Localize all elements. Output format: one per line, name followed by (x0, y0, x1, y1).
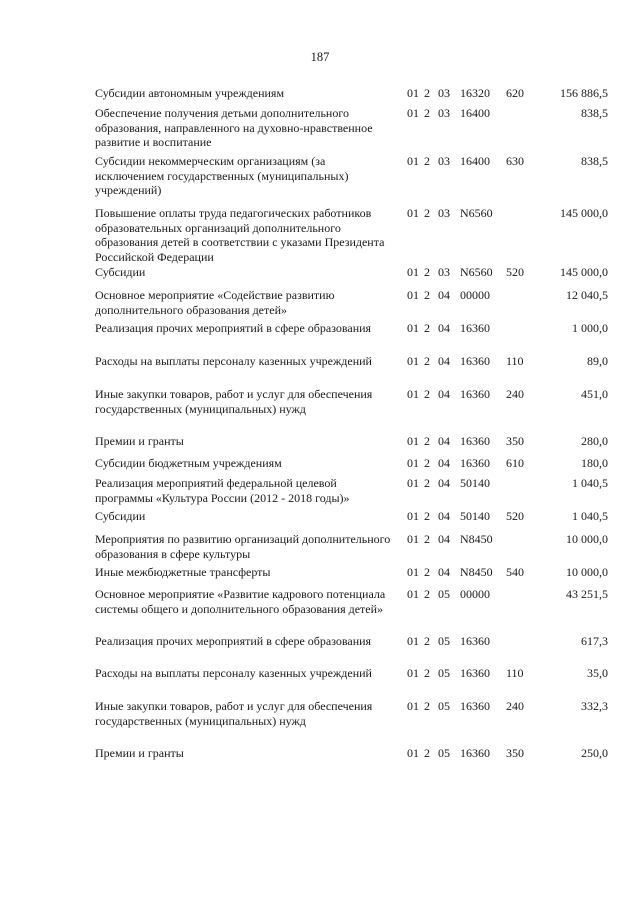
row-name: Повышение оплаты труда педагогических работников образовательных организаций дополнительного образования детей в соответствии с указами Президента Российской Федерации (95, 206, 385, 264)
table-row (0, 666, 640, 696)
code-part: N6560 (460, 265, 493, 279)
code-part: 04 (438, 456, 450, 470)
row-amount: 156 886,5 (560, 86, 608, 100)
table-row (0, 288, 640, 318)
code-part: N8450 (460, 532, 493, 546)
row-name: Субсидии (95, 509, 146, 523)
code-part: 04 (438, 434, 450, 448)
code-part: 01 (407, 354, 419, 368)
code-part: 16360 (460, 634, 490, 648)
code-part: 01 (407, 387, 419, 401)
row-expense-type: 520 (506, 509, 524, 523)
code-part: 01 (407, 532, 419, 546)
code-part: 2 (424, 265, 430, 279)
code-part: 01 (407, 666, 419, 680)
code-part: 01 (407, 634, 419, 648)
code-part: 2 (424, 321, 430, 335)
code-part: 01 (407, 206, 419, 220)
row-name: Иные закупки товаров, работ и услуг для обеспечения государственных (муниципальных) нужд (95, 699, 373, 728)
code-part: 04 (438, 532, 450, 546)
code-part: 2 (424, 532, 430, 546)
row-expense-type: 240 (506, 699, 524, 713)
table-row (0, 206, 640, 264)
row-amount: 180,0 (581, 456, 608, 470)
row-expense-type: 610 (506, 456, 524, 470)
row-amount: 451,0 (581, 387, 608, 401)
code-part: 01 (407, 86, 419, 100)
code-part: 16360 (460, 321, 490, 335)
table-row (0, 387, 640, 431)
code-part: 04 (438, 321, 450, 335)
table-row (0, 106, 640, 152)
code-part: 03 (438, 86, 450, 100)
row-name: Субсидии некоммерческим организациям (за исключением государственных (муниципальных) учреждений) (95, 154, 349, 198)
code-part: 05 (438, 634, 450, 648)
code-part: 16360 (460, 456, 490, 470)
table-row (0, 532, 640, 562)
page-number: 187 (310, 50, 330, 64)
row-amount: 838,5 (581, 154, 608, 168)
code-part: 03 (438, 106, 450, 120)
code-part: 04 (438, 565, 450, 579)
table-row (0, 354, 640, 384)
table-row (0, 265, 640, 281)
table-row (0, 634, 640, 664)
row-expense-type: 110 (506, 666, 524, 680)
code-part: 04 (438, 509, 450, 523)
code-part: 01 (407, 321, 419, 335)
code-part: 16320 (460, 86, 490, 100)
code-part: N6560 (460, 206, 493, 220)
table-row (0, 476, 640, 506)
row-amount: 35,0 (587, 666, 608, 680)
code-part: 05 (438, 666, 450, 680)
code-part: 03 (438, 206, 450, 220)
code-part: 16360 (460, 434, 490, 448)
code-part: 01 (407, 154, 419, 168)
row-expense-type: 630 (506, 154, 524, 168)
code-part: 04 (438, 354, 450, 368)
row-amount: 12 040,5 (566, 288, 608, 302)
code-part: 2 (424, 746, 430, 760)
code-part: 2 (424, 476, 430, 490)
table-row (0, 746, 640, 762)
row-amount: 332,3 (581, 699, 608, 713)
table-row (0, 321, 640, 351)
code-part: 01 (407, 434, 419, 448)
code-part: 01 (407, 699, 419, 713)
table-row (0, 456, 640, 472)
code-part: 01 (407, 265, 419, 279)
row-name: Мероприятия по развитию организаций дополнительного образования в сфере культуры (95, 532, 391, 561)
row-expense-type: 350 (506, 434, 524, 448)
code-part: 01 (407, 288, 419, 302)
table-row (0, 509, 640, 525)
table-row (0, 154, 640, 200)
code-part: 2 (424, 206, 430, 220)
code-part: 2 (424, 634, 430, 648)
code-part: 03 (438, 265, 450, 279)
row-name: Иные межбюджетные трансферты (95, 565, 271, 579)
row-amount: 89,0 (587, 354, 608, 368)
code-part: 01 (407, 746, 419, 760)
table-row (0, 565, 640, 581)
code-part: 01 (407, 509, 419, 523)
row-name: Реализация прочих мероприятий в сфере образования (95, 321, 372, 335)
table-row (0, 587, 640, 631)
row-amount: 43 251,5 (566, 587, 608, 601)
code-part: 16400 (460, 154, 490, 168)
row-name: Основное мероприятие «Содействие развитию дополнительного образования детей» (95, 288, 335, 317)
code-part: 04 (438, 476, 450, 490)
code-part: 2 (424, 509, 430, 523)
table-row (0, 86, 640, 102)
row-amount: 10 000,0 (566, 565, 608, 579)
row-name: Основное мероприятие «Развитие кадрового потенциала системы общего и дополнительного образования детей» (95, 587, 386, 616)
row-name: Субсидии (95, 265, 146, 279)
code-part: 50140 (460, 509, 490, 523)
code-part: 05 (438, 587, 450, 601)
code-part: 16400 (460, 106, 490, 120)
code-part: 2 (424, 154, 430, 168)
code-part: 2 (424, 565, 430, 579)
row-amount: 280,0 (581, 434, 608, 448)
row-amount: 145 000,0 (560, 265, 608, 279)
row-amount: 250,0 (581, 746, 608, 760)
code-part: 05 (438, 699, 450, 713)
row-name: Премии и гранты (95, 746, 184, 760)
code-part: 16360 (460, 666, 490, 680)
code-part: 03 (438, 154, 450, 168)
code-part: 50140 (460, 476, 490, 490)
row-amount: 838,5 (581, 106, 608, 120)
code-part: 04 (438, 288, 450, 302)
row-name: Премии и гранты (95, 434, 184, 448)
row-amount: 1 000,0 (572, 321, 608, 335)
row-amount: 1 040,5 (572, 476, 608, 490)
code-part: N8450 (460, 565, 493, 579)
row-amount: 617,3 (581, 634, 608, 648)
code-part: 2 (424, 288, 430, 302)
row-name: Обеспечение получения детьми дополнительного образования, направленного на духовно-нравственное развитие и воспитание (95, 106, 373, 150)
code-part: 01 (407, 565, 419, 579)
row-name: Иные закупки товаров, работ и услуг для обеспечения государственных (муниципальных) нужд (95, 387, 373, 416)
code-part: 16360 (460, 354, 490, 368)
code-part: 01 (407, 587, 419, 601)
row-expense-type: 520 (506, 265, 524, 279)
code-part: 16360 (460, 387, 490, 401)
code-part: 2 (424, 106, 430, 120)
code-part: 01 (407, 106, 419, 120)
row-amount: 145 000,0 (560, 206, 608, 220)
code-part: 2 (424, 456, 430, 470)
code-part: 01 (407, 476, 419, 490)
code-part: 16360 (460, 699, 490, 713)
code-part: 04 (438, 387, 450, 401)
row-name: Субсидии автономным учреждениям (95, 86, 285, 100)
code-part: 2 (424, 666, 430, 680)
code-part: 2 (424, 354, 430, 368)
code-part: 2 (424, 434, 430, 448)
row-expense-type: 620 (506, 86, 524, 100)
code-part: 2 (424, 587, 430, 601)
row-name: Расходы на выплаты персоналу казенных учреждений (95, 354, 372, 368)
row-name: Субсидии бюджетным учреждениям (95, 456, 282, 470)
row-expense-type: 540 (506, 565, 524, 579)
row-amount: 1 040,5 (572, 509, 608, 523)
code-part: 05 (438, 746, 450, 760)
row-expense-type: 350 (506, 746, 524, 760)
row-expense-type: 110 (506, 354, 524, 368)
code-part: 00000 (460, 288, 490, 302)
code-part: 01 (407, 456, 419, 470)
code-part: 2 (424, 699, 430, 713)
row-expense-type: 240 (506, 387, 524, 401)
row-name: Реализация мероприятий федеральной целевой программы «Культура России (2012 - 2018 годы)» (95, 476, 350, 505)
code-part: 00000 (460, 587, 490, 601)
row-amount: 10 000,0 (566, 532, 608, 546)
row-name: Расходы на выплаты персоналу казенных учреждений (95, 666, 372, 680)
row-name: Реализация прочих мероприятий в сфере образования (95, 634, 372, 648)
code-part: 2 (424, 86, 430, 100)
code-part: 16360 (460, 746, 490, 760)
code-part: 2 (424, 387, 430, 401)
table-row (0, 699, 640, 743)
table-row (0, 434, 640, 450)
